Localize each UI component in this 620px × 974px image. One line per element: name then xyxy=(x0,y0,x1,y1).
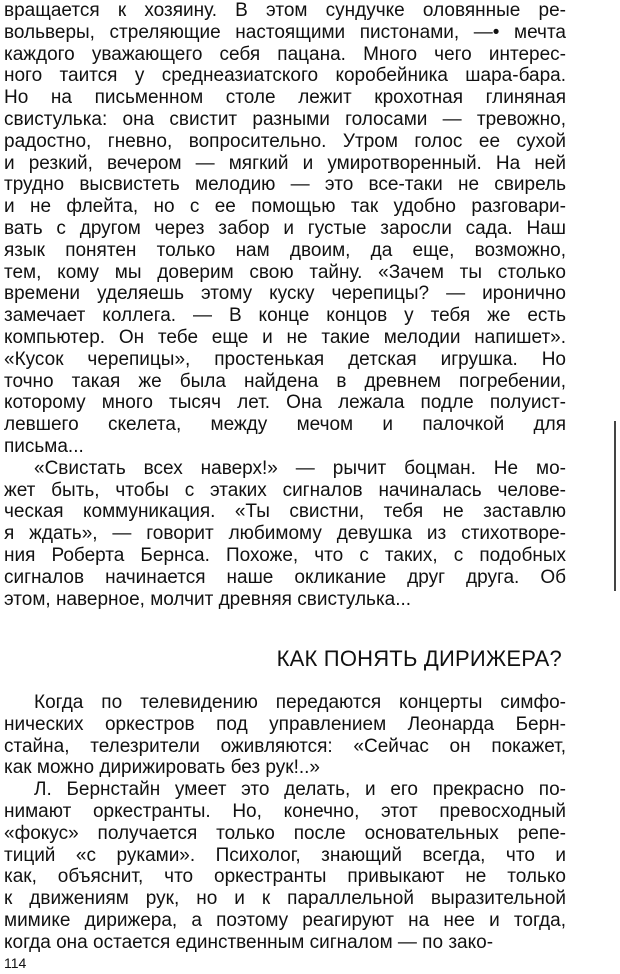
text-line: «фокус» получается только после основательных репе- xyxy=(4,822,566,844)
page-edge-rule xyxy=(614,421,616,591)
paragraph-bernstein-intro xyxy=(4,692,566,779)
text-line: которому много тысяч лет. Она лежала подле полуист- xyxy=(4,392,566,414)
body-text-bottom xyxy=(4,692,566,954)
text-line: стайна, телезрители оживляются: «Сейчас он покажет, xyxy=(4,735,566,757)
text-line: трудно высвистеть мелодию — это все-таки не свирель xyxy=(4,174,566,196)
text-line: точно такая же была найдена в древнем погребении, xyxy=(4,370,566,392)
text-line: я ждать», — говорит любимому девушка из стихотворе- xyxy=(4,523,566,545)
section-heading: КАК ПОНЯТЬ ДИРИЖЕРА? xyxy=(276,646,562,671)
text-line: Но на письменном столе лежит крохотная глиняная xyxy=(4,87,566,109)
text-line: как, объяснит, что оркестранты привыкают не только xyxy=(4,866,566,888)
text-line: этом, наверное, молчит древняя свистулька... xyxy=(4,588,412,610)
page-number: 114 xyxy=(4,955,27,971)
text-line: письма... xyxy=(4,435,84,457)
text-line: свистулька: она свистит разными голосами — тревожно, xyxy=(4,108,566,130)
text-line: «Свистать всех наверх!» — рычит боцман. Не мо- xyxy=(34,457,566,479)
text-line: «Кусок черепицы», простенькая детская игрушка. Но xyxy=(4,348,566,370)
text-line: мимике дирижера, а поэтому реагируют на нее и тогда, xyxy=(4,909,566,931)
text-line: Когда по телевидению передаются концерты симфо- xyxy=(34,692,566,713)
text-line: времени уделяешь этому куску черепицы? — иронично xyxy=(4,283,566,305)
paragraph-bernstein-explanation xyxy=(4,779,566,953)
text-line: Л. Бернстайн умеет это делать, и его прекрасно по- xyxy=(34,779,566,801)
text-line: вать с другом через забор и густые заросли сада. Наш xyxy=(4,217,566,239)
text-line: вращается к хозяину. В этом сундучке оловянные ре- xyxy=(4,0,566,21)
text-line: вольверы, стреляющие настоящими пистонами, —• мечта xyxy=(4,21,566,43)
body-text-top xyxy=(4,0,566,610)
text-line: язык понятен только нам двоим, да еще, возможно, xyxy=(4,239,566,261)
text-line: ческая коммуникация. «Ты свистни, тебя не заставлю xyxy=(4,501,566,523)
text-line: радостно, гневно, вопросительно. Утром голос ее сухой xyxy=(4,130,566,152)
text-line: тем, кому мы доверим свою тайну. «Зачем ты столько xyxy=(4,261,566,283)
text-line: тиций «с руками». Психолог, знающий всегда, что и xyxy=(4,844,566,866)
text-line: компьютер. Он тебе еще и не такие мелодии напишет». xyxy=(4,326,566,348)
text-line: замечает коллега. — В конце концов у тебя же есть xyxy=(4,305,566,327)
text-line: нимают оркестранты. Но, конечно, этот превосходный xyxy=(4,800,566,822)
text-line: как можно дирижировать без рук!..» xyxy=(4,757,320,779)
text-line: нических оркестров под управлением Леонарда Берн- xyxy=(4,713,566,735)
text-line: сигналов начинается наше окликание друг друга. Об xyxy=(4,566,566,588)
text-line: ного таится у среднеазиатского коробейника шара-бара. xyxy=(4,65,566,87)
text-line: каждого уважающего себя пацана. Много чего интерес- xyxy=(4,43,566,65)
text-line: ния Роберта Бернса. Похоже, что с таких, с подобных xyxy=(4,544,566,566)
text-line: когда она остается единственным сигналом — по зако- xyxy=(4,931,494,953)
paragraph-boatswain xyxy=(4,458,566,611)
text-line: и резкий, вечером — мягкий и умиротворенный. На ней xyxy=(4,152,566,174)
text-line: и не флейта, но с ее помощью так удобно разговари- xyxy=(4,196,566,218)
paragraph-whistle xyxy=(4,0,566,458)
text-line: жет быть, чтобы с этаких сигналов начиналась челове- xyxy=(4,479,566,501)
text-line: левшего скелета, между мечом и палочкой для xyxy=(4,414,566,436)
text-line: к движениям рук, но и к параллельной выразительной xyxy=(4,888,566,910)
